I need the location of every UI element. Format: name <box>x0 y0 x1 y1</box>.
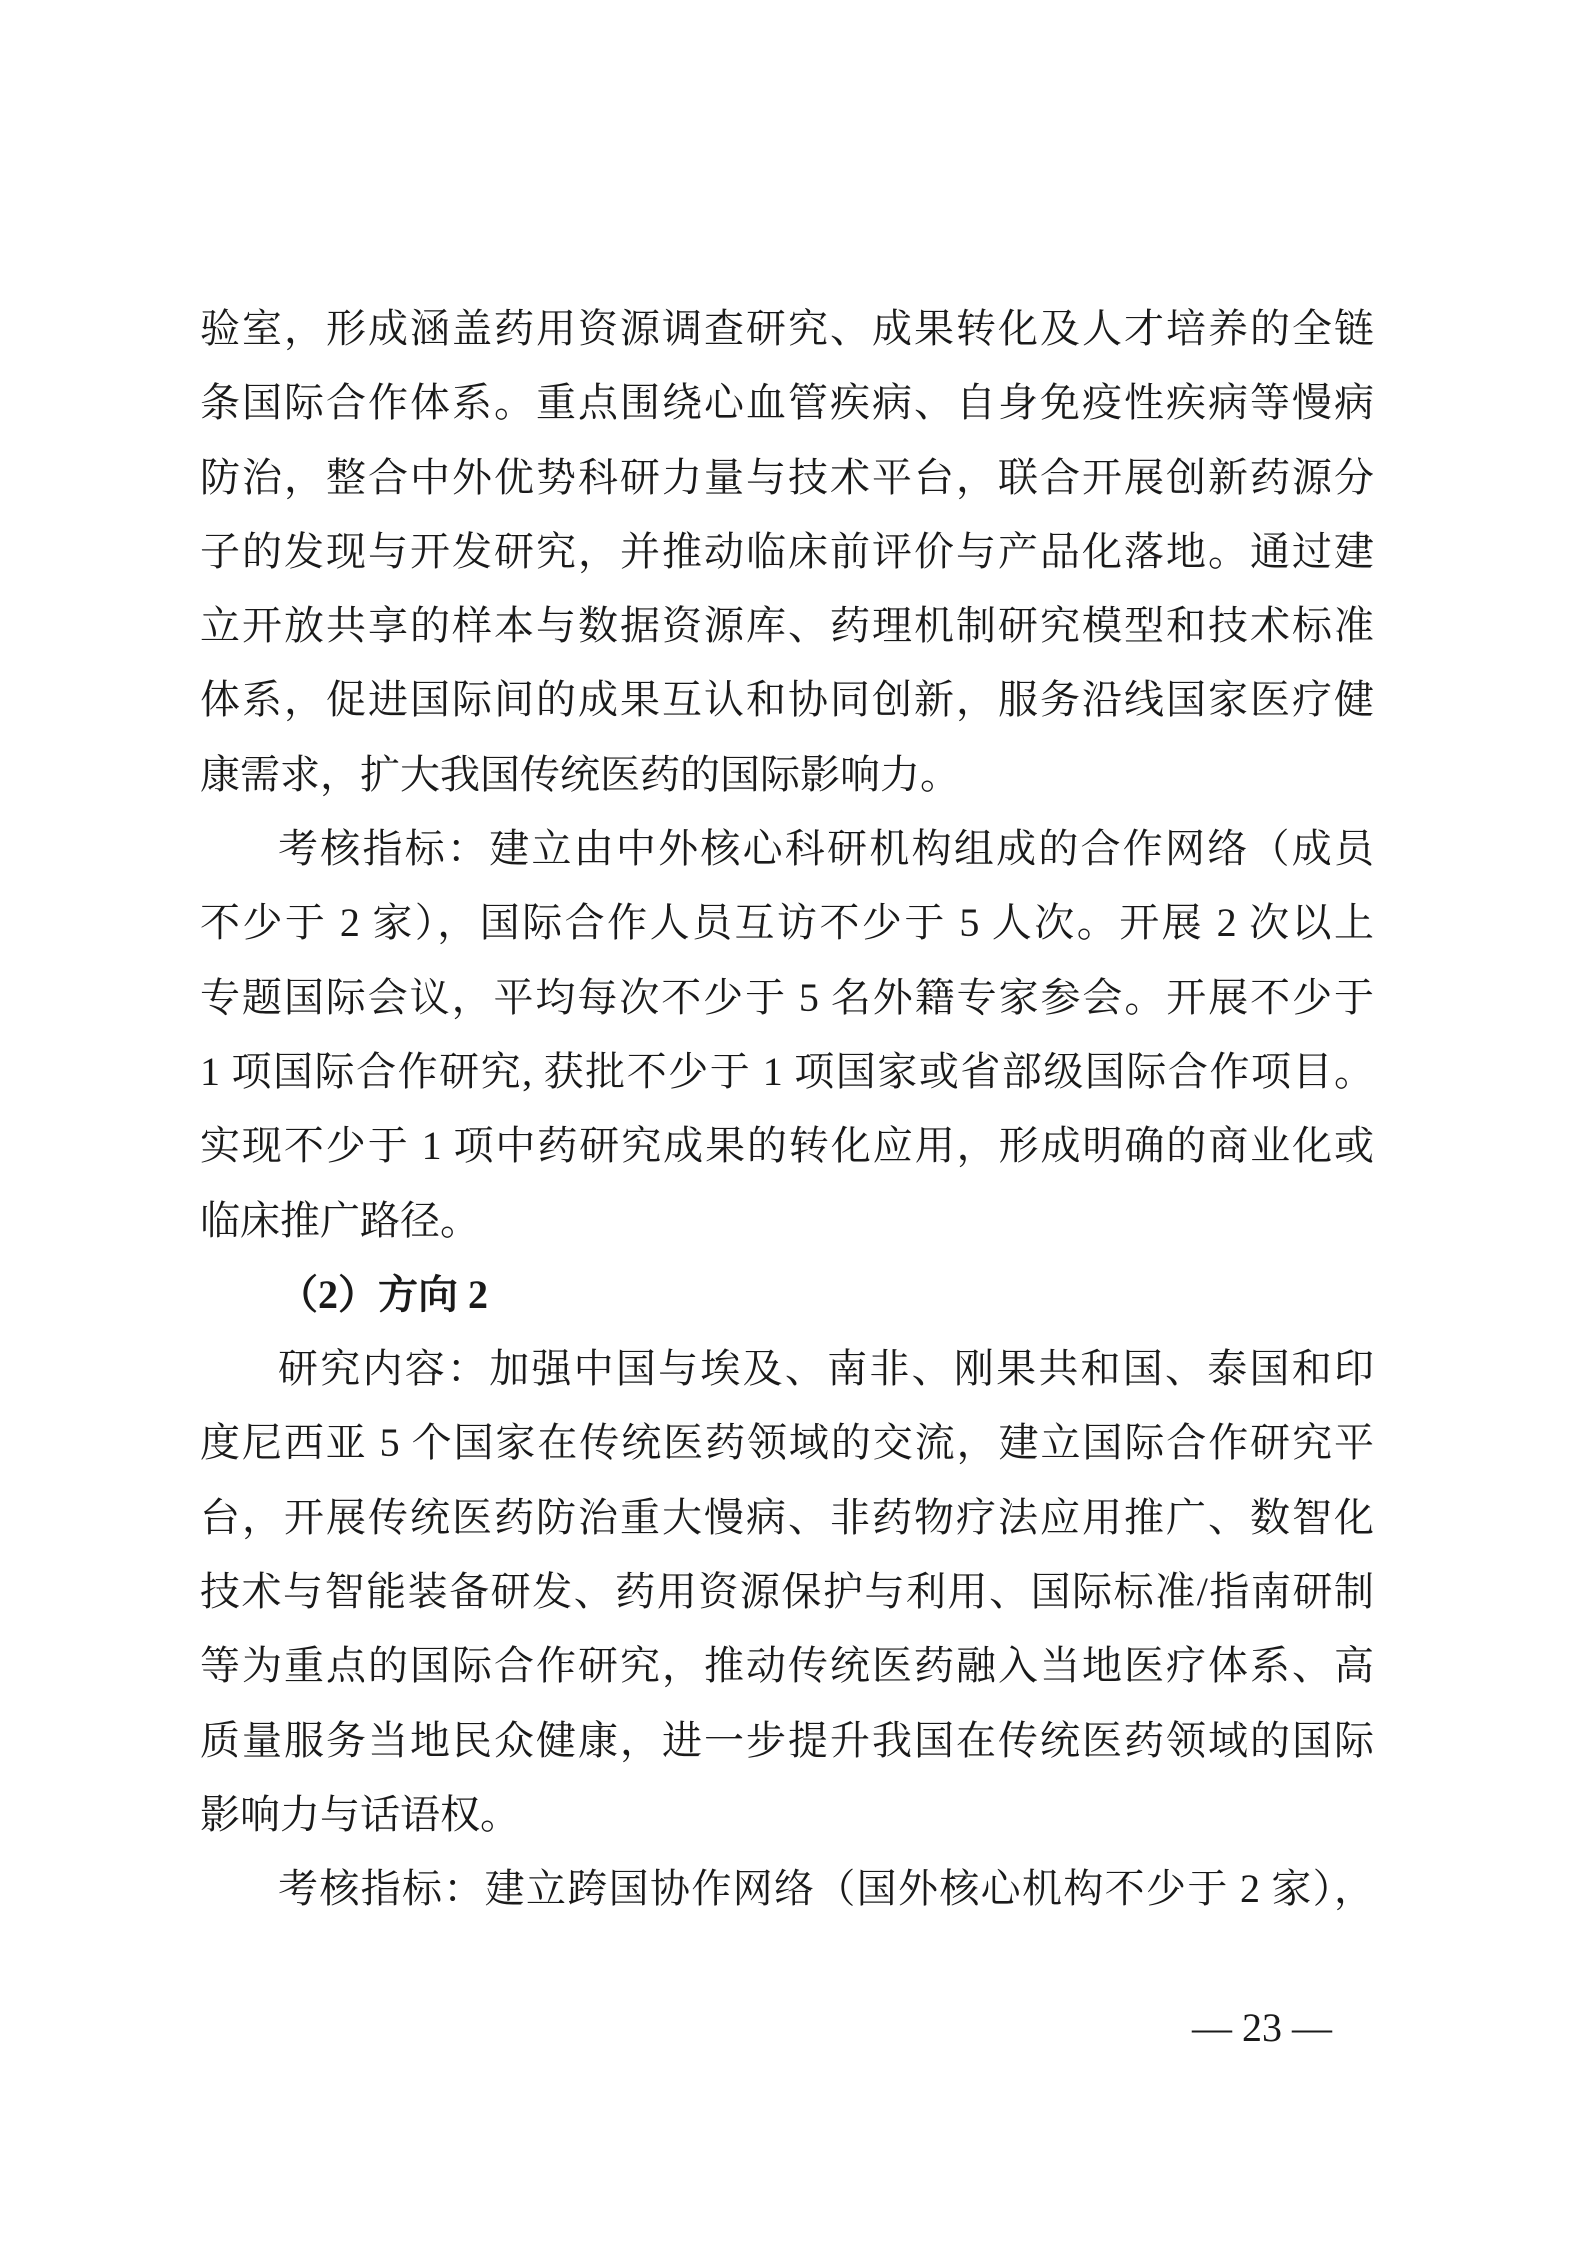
text-line: 等为重点的国际合作研究，推动传统医药融入当地医疗体系、高 <box>200 1643 1374 1689</box>
text-line: 台，开展传统医药防治重大慢病、非药物疗法应用推广、数智化 <box>200 1494 1374 1540</box>
text-line: 实现不少于 1 项中药研究成果的转化应用，形成明确的商业化或 <box>200 1123 1374 1169</box>
text-line: 研究内容：加强中国与埃及、南非、刚果共和国、泰国和印 <box>278 1346 1374 1392</box>
text-line: 技术与智能装备研发、药用资源保护与利用、国际标准/指南研制 <box>200 1569 1374 1615</box>
text-line: 1 项国际合作研究, 获批不少于 1 项国家或省部级国际合作项目。 <box>200 1048 1374 1094</box>
text-line: 临床推广路径。 <box>200 1197 480 1243</box>
text-line: 考核指标：建立由中外核心科研机构组成的合作网络（成员 <box>278 826 1374 872</box>
page-number: — 23 — <box>1192 2005 1332 2050</box>
text-line: 度尼西亚 5 个国家在传统医药领域的交流，建立国际合作研究平 <box>200 1420 1374 1466</box>
text-line: 不少于 2 家），国际合作人员互访不少于 5 人次。开展 2 次以上 <box>200 900 1374 946</box>
text-line: 康需求，扩大我国传统医药的国际影响力。 <box>200 751 960 797</box>
text-line: 立开放共享的样本与数据资源库、药理机制研究模型和技术标准 <box>200 603 1374 649</box>
text-line: 验室，形成涵盖药用资源调查研究、成果转化及人才培养的全链 <box>200 306 1374 351</box>
text-line: 条国际合作体系。重点围绕心血管疾病、自身免疫性疾病等慢病 <box>200 380 1374 426</box>
text-line: 考核指标：建立跨国协作网络（国外核心机构不少于 2 家）， <box>278 1866 1374 1912</box>
text-line: 专题国际会议，平均每次不少于 5 名外籍专家参会。开展不少于 <box>200 974 1374 1020</box>
text-line: 质量服务当地民众健康，进一步提升我国在传统医药领域的国际 <box>200 1717 1374 1763</box>
text-line: 体系，促进国际间的成果互认和协同创新，服务沿线国家医疗健 <box>200 677 1374 723</box>
section-heading: （2）方向 2 <box>278 1271 488 1317</box>
text-line: 影响力与话语权。 <box>200 1791 520 1837</box>
document-body <box>200 292 1374 1927</box>
text-line: 防治，整合中外优势科研力量与技术平台，联合开展创新药源分 <box>200 454 1374 500</box>
text-line: 子的发现与开发研究，并推动临床前评价与产品化落地。通过建 <box>200 528 1374 574</box>
